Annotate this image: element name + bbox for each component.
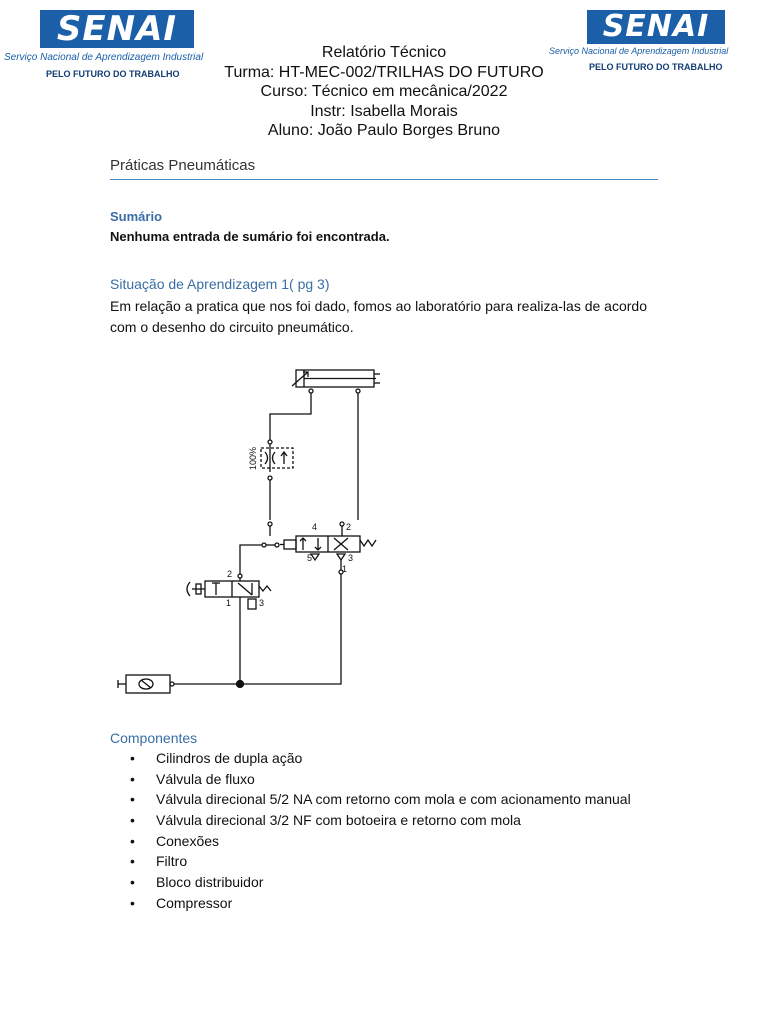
report-title: Relatório Técnico [321,44,447,61]
pipe-to-flow-valve [270,393,311,440]
directional-valve-3-2 [187,569,271,609]
logo-subtitle: Serviço Nacional de Aprendizagem Industrial [4,52,204,63]
flow-control-valve [248,440,293,520]
logo-tagline: PELO FUTURO DO TRABALHO [46,69,180,79]
pilot-line [240,545,262,574]
filter-unit [118,675,174,693]
components-heading: Componentes [110,730,198,746]
instructor-line: Instr: Isabella Morais [310,102,458,120]
course-line: Curso: Técnico em mecânica/2022 [260,83,508,100]
list-item: • Cilindros de dupla ação [130,749,650,768]
small-port-1-label: 1 [226,598,232,608]
double-acting-cylinder [292,370,380,393]
title-rule [110,179,658,180]
small-port-3-label: 3 [259,598,265,608]
report-header [0,43,768,141]
logo-tagline: PELO FUTURO DO TRABALHO [589,62,723,72]
pneumatic-circuit-diagram [108,360,388,700]
toc-empty-message: Nenhuma entrada de sumário foi encontrada. [110,229,390,244]
list-item: • Válvula direcional 3/2 NF com botoeira e retorno com mola [130,811,650,830]
senai-logo-mark: SENAI [587,10,725,44]
logo-subtitle: Serviço Nacional de Aprendizagem Industrial [549,46,729,56]
supply-main-line [174,574,341,684]
list-item: • Compressor [130,894,650,913]
class-line: Turma: HT-MEC-002/TRILHAS DO FUTURO [224,63,544,81]
list-item: • Válvula de fluxo [130,770,650,789]
directional-valve-5-2 [262,522,376,574]
situation-heading: Situação de Aprendizagem 1( pg 3) [110,276,330,292]
junction-dot [237,681,244,688]
student-line: Aluno: João Paulo Borges Bruno [267,122,501,139]
list-item: • Bloco distribuidor [130,873,650,892]
port-2-label: 2 [346,522,352,532]
senai-logo-mark: SENAI [40,10,194,48]
flow-percent-label: 100% [248,446,258,470]
port-5-label: 5 [307,553,313,563]
list-item: • Conexões [130,832,650,851]
situation-text: Em relação a pratica que nos foi dado, fomos ao laboratório para realiza-las de acordo com o desenho do circuito pneumático. [110,298,647,335]
port-3-label: 3 [348,553,354,563]
small-port-2-label: 2 [227,569,233,579]
list-item: • Filtro [130,852,650,871]
list-item: • Válvula direcional 5/2 NA com retorno com mola e com acionamento manual [130,790,650,809]
port-1-label: 1 [342,564,348,574]
toc-heading: Sumário [110,209,163,224]
port-4-label: 4 [312,522,318,532]
components-list [130,749,650,915]
section-title: Práticas Pneumáticas [110,157,256,174]
